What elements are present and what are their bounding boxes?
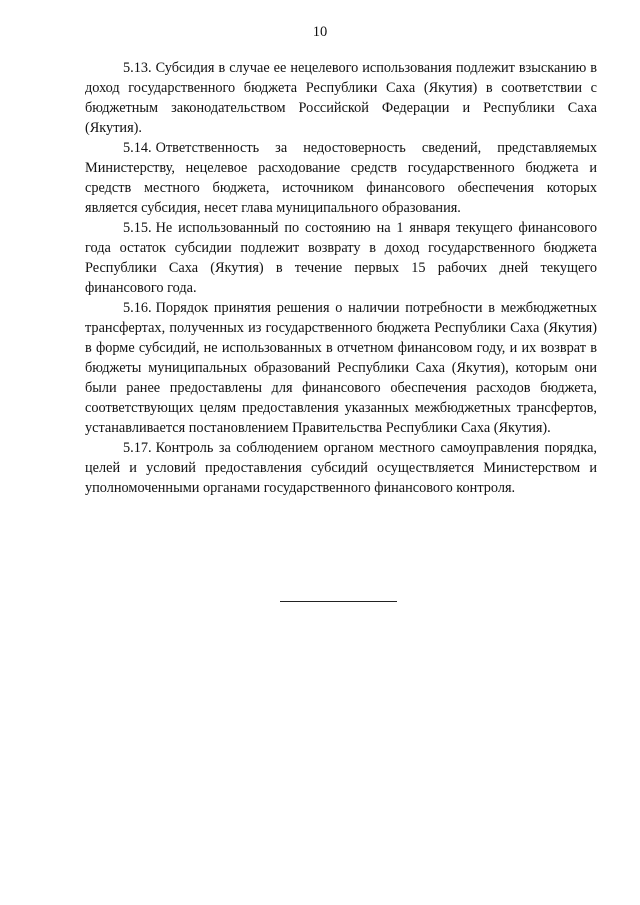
document-body: [85, 58, 597, 498]
paragraph-number: 5.15.: [123, 220, 152, 236]
paragraph-text: Не использованный по состоянию на 1 января текущего финансового года остаток субсидии подлежит возврату в доход государственного бюджета Республики Саха (Якутия) в течение первых 15 рабочих дней текущего финансового года.: [85, 220, 597, 296]
paragraph-text: Порядок принятия решения о наличии потребности в межбюджетных трансфертах, полученных из государственного бюджета Республики Саха (Якутия) в форме субсидий, не использованных в отчетном финансовом году, и их возврат в бюджеты муниципальных образований Республики Саха (Якутия), которым они были ранее предоставлены для финансового обеспечения расходов бюджета, соответствующих целям предоставления указанных межбюджетных трансфертов, устанавливается постановлением Правительства Республики Саха (Якутия).: [85, 300, 597, 436]
page-number: 10: [312, 24, 328, 40]
paragraph-5-15: [85, 218, 597, 298]
end-separator-line: [280, 601, 397, 602]
paragraph-5-17: [85, 438, 597, 498]
paragraph-5-16: [85, 298, 597, 438]
paragraph-text: Субсидия в случае ее нецелевого использования подлежит взысканию в доход государственного бюджета Республики Саха (Якутия) в соответствии с бюджетным законодательством Российской Федерации и Республики Саха (Якутия).: [85, 60, 597, 136]
paragraph-number: 5.14.: [123, 140, 152, 156]
paragraph-number: 5.16.: [123, 300, 152, 316]
paragraph-5-13: [85, 58, 597, 138]
paragraph-number: 5.17.: [123, 440, 152, 456]
paragraph-5-14: [85, 138, 597, 218]
paragraph-text: Контроль за соблюдением органом местного самоуправления порядка, целей и условий предоставления субсидий осуществляется Министерством и уполномоченными органами государственного финансового контроля.: [85, 440, 597, 496]
paragraph-text: Ответственность за недостоверность сведений, представляемых Министерству, нецелевое расходование средств государственного бюджета и средств местного бюджета, источником финансового обеспечения которых является субсидия, несет глава муниципального образования.: [85, 140, 597, 216]
paragraph-number: 5.13.: [123, 60, 152, 76]
